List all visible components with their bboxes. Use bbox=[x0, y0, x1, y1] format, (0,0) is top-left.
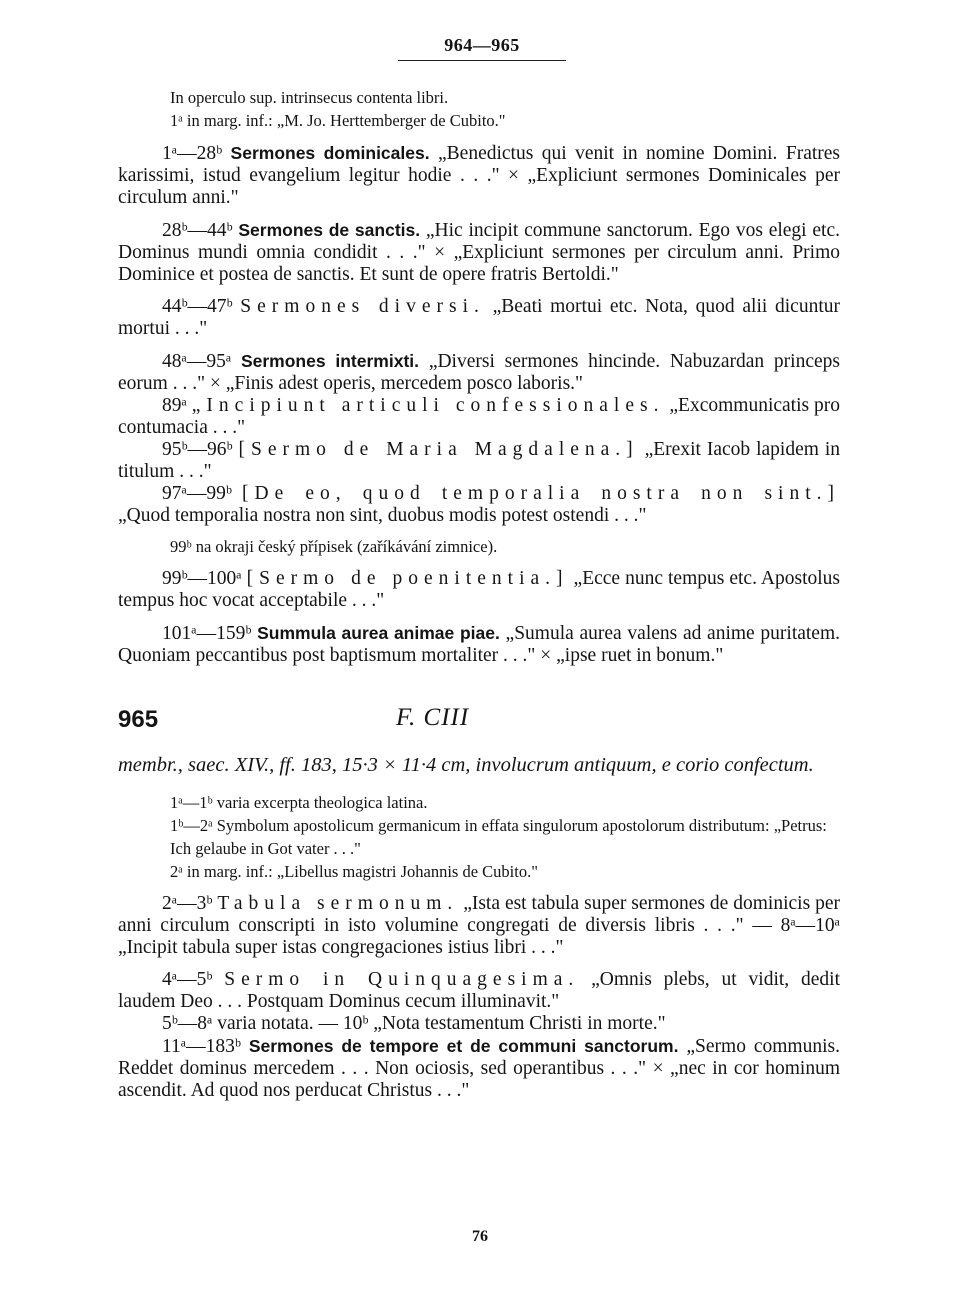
paragraph-text: „Sumula aurea valens ad anime puritatem. Quoniam peccantibus post baptismum mortaliter . . ." × „ipse ruet in bonum." bbox=[118, 623, 841, 666]
section-title: Sermones intermixti. bbox=[240, 351, 420, 371]
paragraph-text: „Ista est tabula super sermones de dominicis per anni circulum conscripti in isto volumine congregati de diversis libris . . ." — 8ᵃ—10ᵃ „Incipit tabula super istas congregaciones istius libri . . ." bbox=[118, 893, 840, 958]
paragraph-text: „Erexit Iacob lapidem in titulum . . ." bbox=[118, 439, 840, 482]
paragraph-text: in marg. inf.: „M. Jo. Herttemberger de Cubito." bbox=[186, 111, 506, 130]
section-title: Summula aurea animae piae. bbox=[257, 623, 500, 643]
catalogue-paragraph bbox=[118, 86, 840, 109]
catalogue-paragraph bbox=[118, 395, 840, 439]
catalogue-paragraph bbox=[118, 483, 840, 527]
spaced-title: [Sermo de Maria Magdalena.] bbox=[238, 439, 639, 460]
entry-965-contents bbox=[118, 791, 840, 1102]
section-title: Sermones de tempore et de communi sanctorum. bbox=[248, 1036, 679, 1056]
entry-number: 965 bbox=[118, 706, 159, 733]
paragraph-text: „Hic incipit commune sanctorum. Ego vos elegi etc. Dominus mundi omnia condidit . . ." × „Expliciunt sermones per circulum anni. Primo Dominice et postea de sanctis. Et sunt de opere fratris Bertoldi." bbox=[118, 220, 840, 285]
catalogue-paragraph bbox=[118, 969, 840, 1013]
spaced-title: „Incipiunt articuli confessionales. bbox=[191, 395, 665, 416]
catalogue-paragraph bbox=[118, 622, 840, 667]
header-rule bbox=[398, 60, 566, 61]
folio-reference: 28ᵇ—44ᵇ bbox=[162, 220, 233, 241]
catalogue-paragraph bbox=[118, 860, 840, 883]
paragraph-text: „Sermo communis. Reddet dominus mercedem . . . Non ociosis, sed operantibus . . ." × „nec in cor hominum ascendit. Ad quod nos perducat Christus . . ." bbox=[118, 1036, 840, 1101]
folio-reference: 2ᵃ—3ᵇ bbox=[162, 893, 213, 914]
catalogue-paragraph bbox=[118, 791, 840, 814]
folio-reference: 1ᵃ—28ᵇ bbox=[162, 143, 223, 164]
entry-description: membr., saec. XIV., ff. 183, 15·3 × 11·4 cm, involucrum antiquum, e corio confectum. bbox=[118, 754, 814, 776]
paragraph-text: „Ecce nunc tempus etc. Apostolus tempus hoc vocat acceptabile . . ." bbox=[118, 568, 841, 611]
folio-reference: 44ᵇ—47ᵇ bbox=[162, 296, 233, 317]
paragraph-text: „Beati mortui etc. Nota, quod alii dicuntur mortui . . ." bbox=[118, 296, 840, 339]
spaced-title: Sermo in Quinquagesima. bbox=[224, 969, 580, 990]
catalogue-paragraph bbox=[118, 893, 840, 959]
folio-reference: 1ᵃ bbox=[170, 111, 183, 130]
entry-signature: F. CIII bbox=[396, 704, 470, 731]
catalogue-paragraph bbox=[118, 296, 840, 340]
folio-reference: 2ᵃ bbox=[170, 862, 183, 881]
paragraph-text: „Benedictus qui venit in nomine Domini. Fratres karissimi, istud evangelium legitur hodie . . ." × „Expliciunt sermones Dominicales per circulum anni." bbox=[118, 143, 840, 208]
paragraph-text: Symbolum apostolicum germanicum in effata singulorum apostolorum distributum: „Petrus: Ich gelaube in Got vater . . ." bbox=[170, 816, 827, 858]
paragraph-text: In operculo sup. intrinsecus contenta libri. bbox=[170, 88, 449, 107]
folio-reference: 101ᵃ—159ᵇ bbox=[162, 623, 252, 644]
catalogue-paragraph bbox=[118, 535, 840, 558]
folio-reference: 99ᵇ—100ᵃ bbox=[162, 568, 242, 589]
folio-reference: 1ᵃ—1ᵇ bbox=[170, 793, 213, 812]
catalogue-paragraph bbox=[118, 219, 840, 286]
entry-heading bbox=[118, 704, 840, 741]
folio-reference: 97ᵃ—99ᵇ bbox=[162, 483, 232, 504]
catalogue-paragraph bbox=[118, 142, 840, 209]
page-number: 76 bbox=[472, 1228, 488, 1245]
paragraph-text: na okraji český přípisek (zaříkávání zimnice). bbox=[195, 537, 498, 556]
paragraph-text: „Diversi sermones hincinde. Nabuzardan princeps eorum . . ." × „Finis adest operis, mercedem posco laboris." bbox=[118, 351, 840, 394]
folio-reference: 4ᵃ—5ᵇ bbox=[162, 969, 213, 990]
paragraph-text: varia excerpta theologica latina. bbox=[216, 793, 428, 812]
folio-reference: 5ᵇ—8ᵃ bbox=[162, 1013, 213, 1034]
paragraph-text: in marg. inf.: „Libellus magistri Johannis de Cubito." bbox=[186, 862, 538, 881]
spaced-title: Sermones diversi. bbox=[240, 296, 485, 317]
spaced-title: [Sermo de poenitentia.] bbox=[246, 568, 569, 589]
catalogue-paragraph bbox=[118, 109, 840, 132]
folio-reference: 99ᵇ bbox=[170, 537, 192, 556]
catalogue-paragraph bbox=[118, 439, 840, 483]
catalogue-paragraph bbox=[118, 814, 840, 860]
catalogue-text bbox=[118, 86, 840, 1102]
paragraph-text: „Excommunicatis pro contumacia . . ." bbox=[118, 395, 841, 438]
entry-964-continuation bbox=[118, 86, 840, 667]
folio-reference: 11ᵃ—183ᵇ bbox=[162, 1036, 241, 1057]
folio-reference: 48ᵃ—95ᵃ bbox=[162, 351, 232, 372]
catalogue-paragraph bbox=[118, 350, 840, 395]
folio-reference: 89ᵃ bbox=[162, 395, 187, 416]
section-title: Sermones de sanctis. bbox=[238, 220, 421, 240]
section-title: Sermones dominicales. bbox=[230, 143, 430, 163]
page-header: 964—965 bbox=[444, 35, 520, 55]
catalogue-paragraph bbox=[118, 568, 840, 612]
paragraph-text: varia notata. — 10ᵇ „Nota testamentum Christi in morte." bbox=[217, 1013, 666, 1034]
spaced-title: [De eo, quod temporalia nostra non sint.] bbox=[242, 483, 841, 504]
spaced-title: Tabula sermonum. bbox=[217, 893, 459, 914]
paragraph-text: „Omnis plebs, ut vidit, dedit laudem Deo . . . Postquam Dominus cecum illuminavit." bbox=[118, 969, 841, 1012]
catalogue-paragraph bbox=[118, 1013, 840, 1035]
folio-reference: 1ᵇ—2ᵃ bbox=[170, 816, 213, 835]
catalogue-paragraph bbox=[118, 1035, 840, 1102]
paragraph-text: „Quod temporalia nostra non sint, duobus modis potest ostendi . . ." bbox=[118, 505, 647, 526]
folio-reference: 95ᵇ—96ᵇ bbox=[162, 439, 233, 460]
